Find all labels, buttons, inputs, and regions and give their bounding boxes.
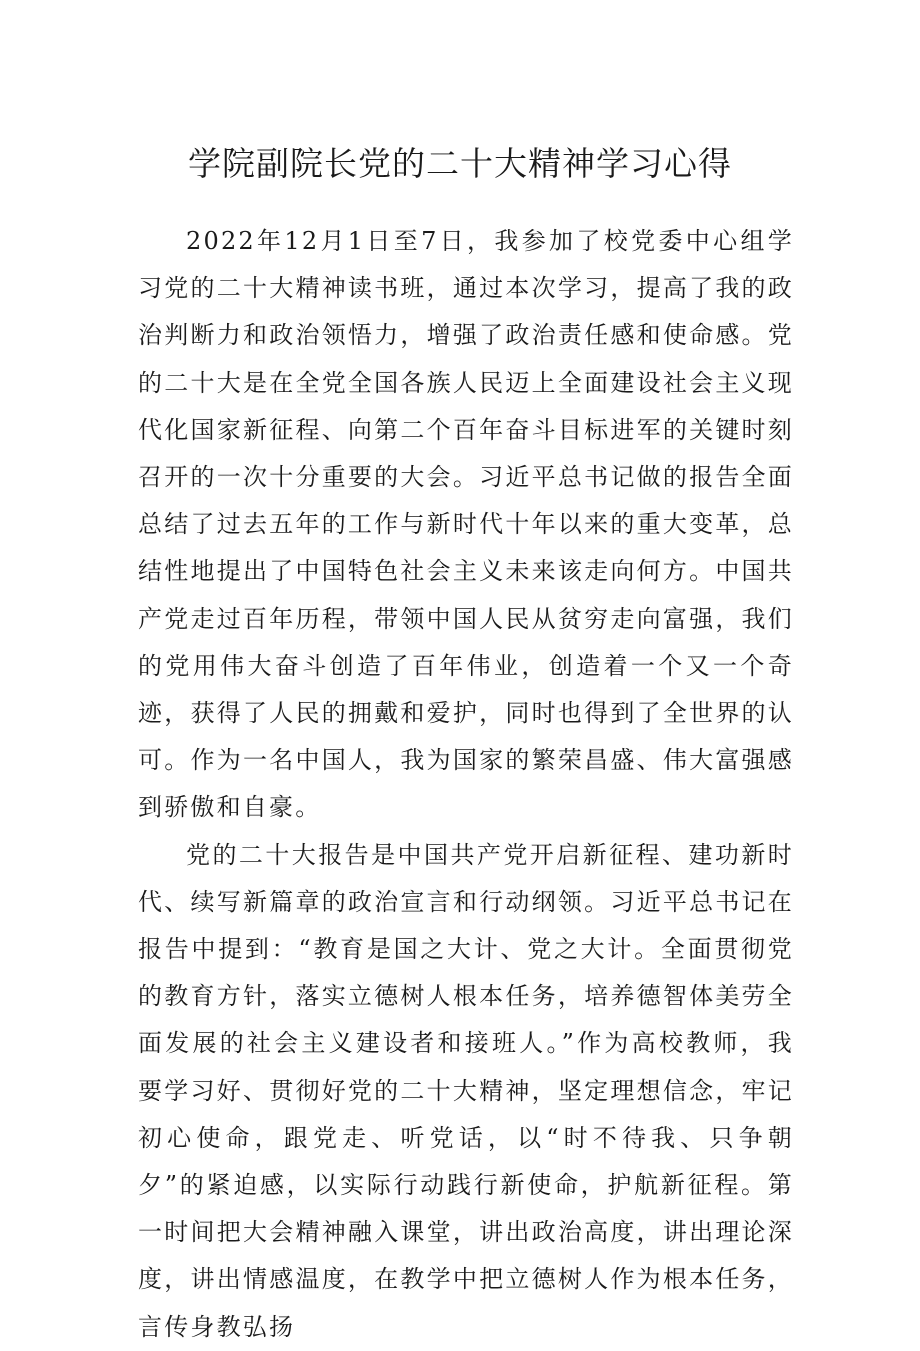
document-body — [138, 218, 794, 1351]
paragraph-2: 党的二十大报告是中国共产党开启新征程、建功新时代、续写新篇章的政治宣言和行动纲领。习近平总书记在报告中提到：“教育是国之大计、党之大计。全面贯彻党的教育方针，落实立德树人根本任务，培养德智体美劳全面发展的社会主义建设者和接班人。”作为高校教师，我要学习好、贯彻好党的二十大精神，坚定理想信念，牢记初心使命，跟党走、听党话，以“时不待我、只争朝夕”的紧迫感，以实际行动践行新使命，护航新征程。第一时间把大会精神融入课堂，讲出政治高度，讲出理论深度，讲出情感温度，在教学中把立德树人作为根本任务，言传身教弘扬 — [138, 840, 794, 1341]
paragraph-1: 2022年12月1日至7日，我参加了校党委中心组学习党的二十大精神读书班，通过本次学习，提高了我的政治判断力和政治领悟力，增强了政治责任感和使命感。党的二十大是在全党全国各族人民迈上全面建设社会主义现代化国家新征程、向第二个百年奋斗目标进军的关键时刻召开的一次十分重要的大会。习近平总书记做的报告全面总结了过去五年的工作与新时代十年以来的重大变革，总结性地提出了中国特色社会主义未来该走向何方。中国共产党走过百年历程，带领中国人民从贫穷走向富强，我们的党用伟大奋斗创造了百年伟业，创造着一个又一个奇迹，获得了人民的拥戴和爱护，同时也得到了全世界的认可。作为一名中国人，我为国家的繁荣昌盛、伟大富强感到骄傲和自豪。 — [138, 227, 794, 822]
document-title: 学院副院长党的二十大精神学习心得 — [188, 144, 732, 183]
